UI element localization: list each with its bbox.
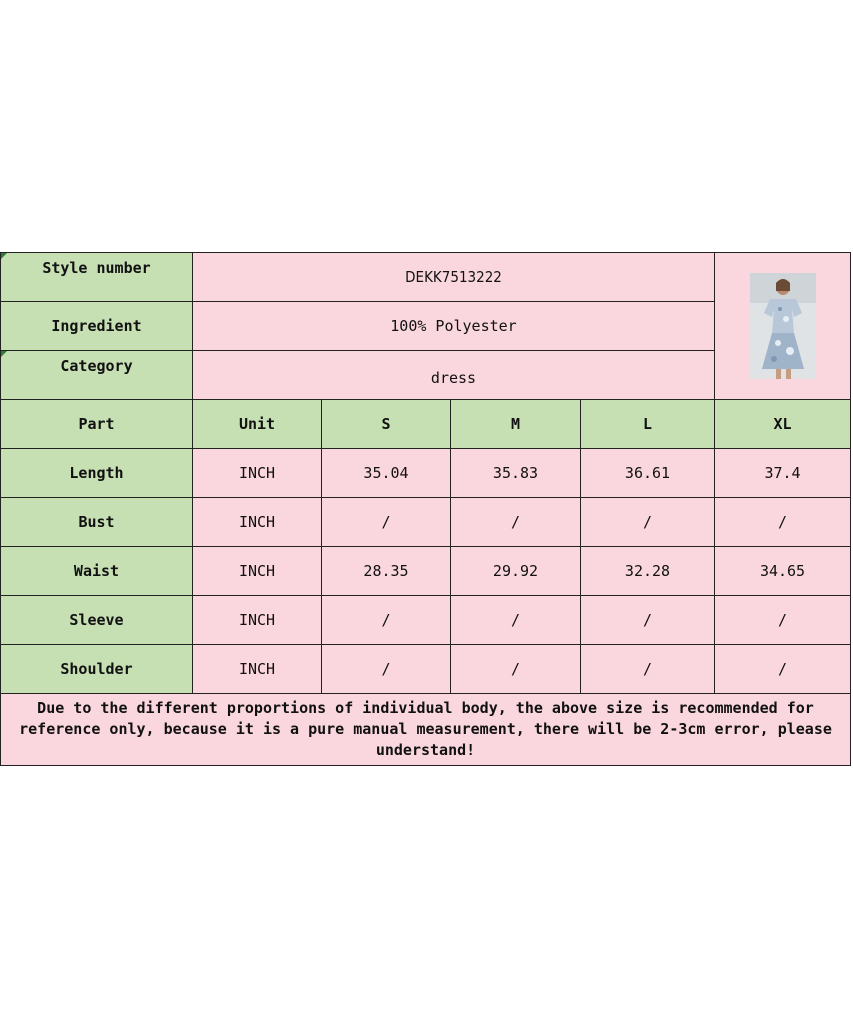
unit-cell: INCH [193, 449, 322, 498]
size-disclaimer-note: Due to the different proportions of individual body, the above size is recommended for reference only, because it is a pure manual measurement, there will be 2-3cm error, please understand! [1, 694, 851, 766]
part-label: Sleeve [1, 596, 193, 645]
value-cell: 37.4 [715, 449, 851, 498]
size-header-l: L [581, 400, 715, 449]
value-cell: 35.04 [322, 449, 451, 498]
value-cell: / [451, 645, 581, 694]
unit-header: Unit [193, 400, 322, 449]
value-cell: 35.83 [451, 449, 581, 498]
size-chart-table [0, 252, 851, 766]
part-label: Shoulder [1, 645, 193, 694]
value-cell: / [322, 498, 451, 547]
table-row [1, 498, 851, 547]
part-label: Length [1, 449, 193, 498]
part-header: Part [1, 400, 193, 449]
unit-cell: INCH [193, 547, 322, 596]
value-cell: 32.28 [581, 547, 715, 596]
value-cell: / [715, 596, 851, 645]
ingredient-value: 100% Polyester [193, 302, 715, 351]
size-header-row [1, 400, 851, 449]
value-cell: / [581, 596, 715, 645]
value-cell: 34.65 [715, 547, 851, 596]
value-cell: / [715, 498, 851, 547]
value-cell: / [581, 645, 715, 694]
part-label: Waist [1, 547, 193, 596]
table-row [1, 596, 851, 645]
value-cell: / [451, 596, 581, 645]
value-cell: 29.92 [451, 547, 581, 596]
value-cell: 28.35 [322, 547, 451, 596]
value-cell: / [322, 596, 451, 645]
value-cell: 36.61 [581, 449, 715, 498]
style-number-row [1, 253, 851, 302]
value-cell: / [715, 645, 851, 694]
dress-model-image [750, 273, 816, 379]
table-row [1, 645, 851, 694]
ingredient-label: Ingredient [1, 302, 193, 351]
table-row [1, 449, 851, 498]
value-cell: / [322, 645, 451, 694]
product-photo [750, 273, 816, 379]
size-header-xl: XL [715, 400, 851, 449]
style-number-value: DEKK7513222 [193, 253, 715, 302]
product-photo-cell [715, 253, 851, 400]
note-row [1, 694, 851, 766]
value-cell: / [581, 498, 715, 547]
category-label: Category [1, 351, 193, 400]
unit-cell: INCH [193, 645, 322, 694]
unit-cell: INCH [193, 498, 322, 547]
part-label: Bust [1, 498, 193, 547]
table-row [1, 547, 851, 596]
size-header-s: S [322, 400, 451, 449]
unit-cell: INCH [193, 596, 322, 645]
category-value: dress [193, 351, 715, 400]
style-number-label: Style number [1, 253, 193, 302]
value-cell: / [451, 498, 581, 547]
size-header-m: M [451, 400, 581, 449]
